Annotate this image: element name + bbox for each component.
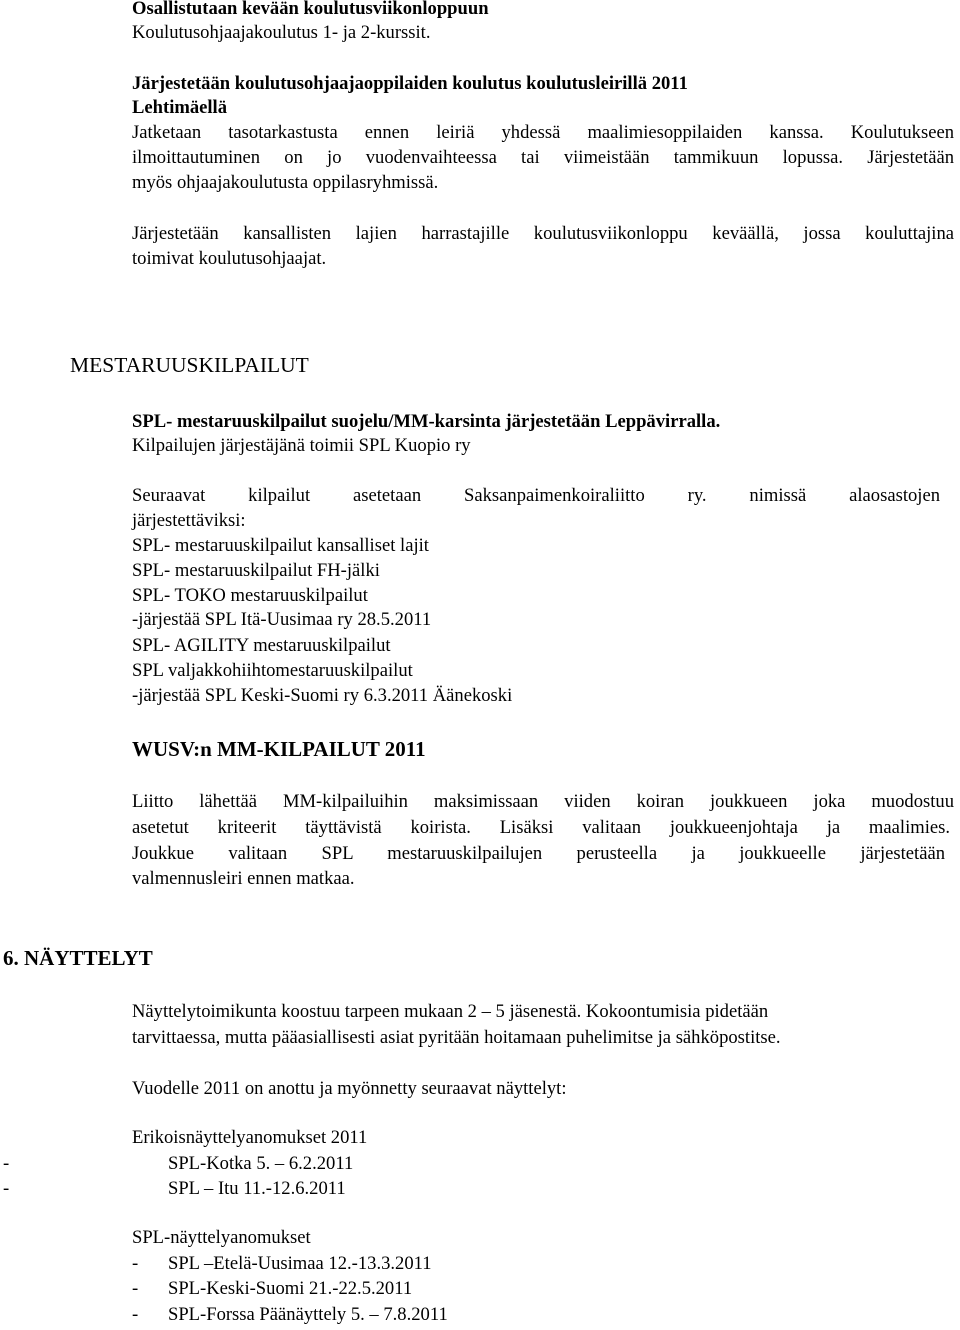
section-heading: WUSV:n MM-KILPAILUT 2011: [132, 737, 426, 761]
paragraph-line: Liitto lähettää MM-kilpailuihin maksimissaan viiden koiran joukkueen joka muodostuu: [132, 791, 954, 812]
paragraph-line: Joukkue valitaan SPL mestaruuskilpailujen perusteella ja joukkueelle järjestetään: [132, 843, 945, 864]
list-item: SPL-Kotka 5. – 6.2.2011: [168, 1153, 354, 1174]
paragraph-line: myös ohjaajakoulutusta oppilasryhmissä.: [132, 172, 439, 193]
list-title: SPL-näyttelyanomukset: [132, 1227, 311, 1248]
subheading: Lehtimäellä: [132, 97, 228, 118]
paragraph-line: Näyttelytoimikunta koostuu tarpeen mukaan 2 – 5 jäsenestä. Kokoontumisia pidetään: [132, 1001, 769, 1022]
paragraph-line: valmennusleiri ennen matkaa.: [132, 868, 355, 889]
list-item: SPL-Keski-Suomi 21.-22.5.2011: [168, 1278, 413, 1299]
paragraph-line: Vuodelle 2011 on anottu ja myönnetty seuraavat näyttelyt:: [132, 1078, 567, 1099]
list-dash: -: [3, 1178, 10, 1199]
section-heading: MESTARUUSKILPAILUT: [70, 353, 309, 377]
chapter-heading: 6. NÄYTTELYT: [3, 946, 153, 970]
list-item: SPL –Etelä-Uusimaa 12.-13.3.2011: [168, 1253, 432, 1274]
text-line: Koulutusohjaajakoulutus 1- ja 2-kurssit.: [132, 22, 431, 43]
list-title: Erikoisnäyttelyanomukset 2011: [132, 1127, 368, 1148]
list-item: SPL- mestaruuskilpailut FH-jälki: [132, 560, 380, 581]
list-dash: -: [132, 1253, 139, 1274]
paragraph-line: tarvittaessa, mutta pääasiallisesti asiat pyritään hoitamaan puhelimitse ja sähköpostitse.: [132, 1027, 781, 1048]
subheading: Järjestetään koulutusohjaajaoppilaiden koulutus koulutusleirillä 2011: [132, 73, 688, 94]
paragraph-line: toimivat koulutusohjaajat.: [132, 248, 327, 269]
paragraph-line: Järjestetään kansallisten lajien harrastajille koulutusviikonloppu keväällä, jossa kouluttajina: [132, 223, 954, 244]
paragraph-line: asetetut kriteerit täyttävistä koirista. Lisäksi valitaan joukkueenjohtaja ja maalimies.: [132, 817, 950, 838]
list-item: -järjestää SPL Keski-Suomi ry 6.3.2011 Äänekoski: [132, 685, 513, 706]
list-item: SPL – Itu 11.-12.6.2011: [168, 1178, 346, 1199]
list-item: SPL valjakkohiihtomestaruuskilpailut: [132, 660, 413, 681]
paragraph-line: Seuraavat kilpailut asetetaan Saksanpaimenkoiraliitto ry. nimissä alaosastojen: [132, 485, 940, 506]
list-item: SPL- mestaruuskilpailut kansalliset lajit: [132, 535, 429, 556]
list-item: SPL- AGILITY mestaruuskilpailut: [132, 635, 391, 656]
paragraph-line: ilmoittautuminen on jo vuodenvaihteessa tai viimeistään tammikuun lopussa. Järjestetään: [132, 147, 954, 168]
list-dash: -: [132, 1304, 139, 1325]
list-dash: -: [3, 1153, 10, 1174]
section-title: Osallistutaan kevään koulutusviikonloppuun: [132, 0, 489, 19]
text-line: Kilpailujen järjestäjänä toimii SPL Kuopio ry: [132, 435, 471, 456]
list-item: SPL-Forssa Päänäyttely 5. – 7.8.2011: [168, 1304, 448, 1325]
list-item: -järjestää SPL Itä-Uusimaa ry 28.5.2011: [132, 609, 432, 630]
list-item: SPL- TOKO mestaruuskilpailut: [132, 585, 368, 606]
bold-statement: SPL- mestaruuskilpailut suojelu/MM-karsinta järjestetään Leppävirralla.: [132, 411, 721, 432]
list-dash: -: [132, 1278, 139, 1299]
paragraph-line: Jatketaan tasotarkastusta ennen leiriä yhdessä maalimiesoppilaiden kanssa. Koulutukseen: [132, 122, 954, 143]
paragraph-line: järjestettäviksi:: [132, 510, 246, 531]
